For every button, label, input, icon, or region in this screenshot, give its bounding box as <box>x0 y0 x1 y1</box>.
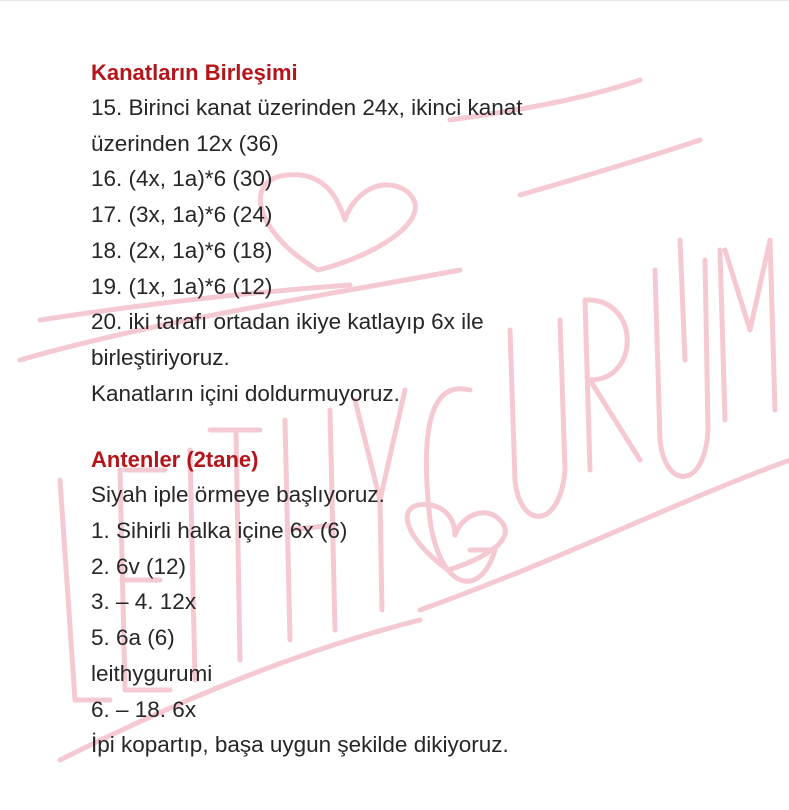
top-divider <box>0 0 789 1</box>
instruction-line: 18. (2x, 1a)*6 (18) <box>91 237 273 263</box>
instruction-line: 6. – 18. 6x <box>91 696 197 722</box>
instruction-line: Siyah iple örmeye başlıyoruz. <box>91 482 385 508</box>
instruction-line: 17. (3x, 1a)*6 (24) <box>91 202 273 228</box>
instruction-line: leithygurumi <box>91 660 213 686</box>
antennae-heading: Antenler (2tane) <box>91 447 259 473</box>
instruction-line: 19. (1x, 1a)*6 (12) <box>91 273 273 299</box>
wings-heading: Kanatların Birleşimi <box>91 60 298 85</box>
instruction-line: üzerinden 12x (36) <box>91 130 279 156</box>
instruction-line: İpi kopartıp, başa uygun şekilde dikiyoruz. <box>91 732 509 758</box>
section-spacer <box>91 411 771 443</box>
instruction-line: 16. (4x, 1a)*6 (30) <box>91 166 273 192</box>
instruction-line: 15. Birinci kanat üzerinden 24x, ikinci kanat <box>91 95 523 120</box>
instruction-line: 3. – 4. 12x <box>91 589 197 615</box>
instruction-line: 2. 6v (12) <box>91 553 187 579</box>
instruction-line: 1. Sihirli halka içine 6x (6) <box>91 518 348 544</box>
instructions-content <box>91 56 771 763</box>
instruction-line: Kanatların içini doldurmuyoruz. <box>91 380 400 406</box>
instruction-line: 20. iki tarafı ortadan ikiye katlayıp 6x ile <box>91 309 484 335</box>
instruction-line: birleştiriyoruz. <box>91 344 230 370</box>
instruction-line: 5. 6a (6) <box>91 625 175 651</box>
